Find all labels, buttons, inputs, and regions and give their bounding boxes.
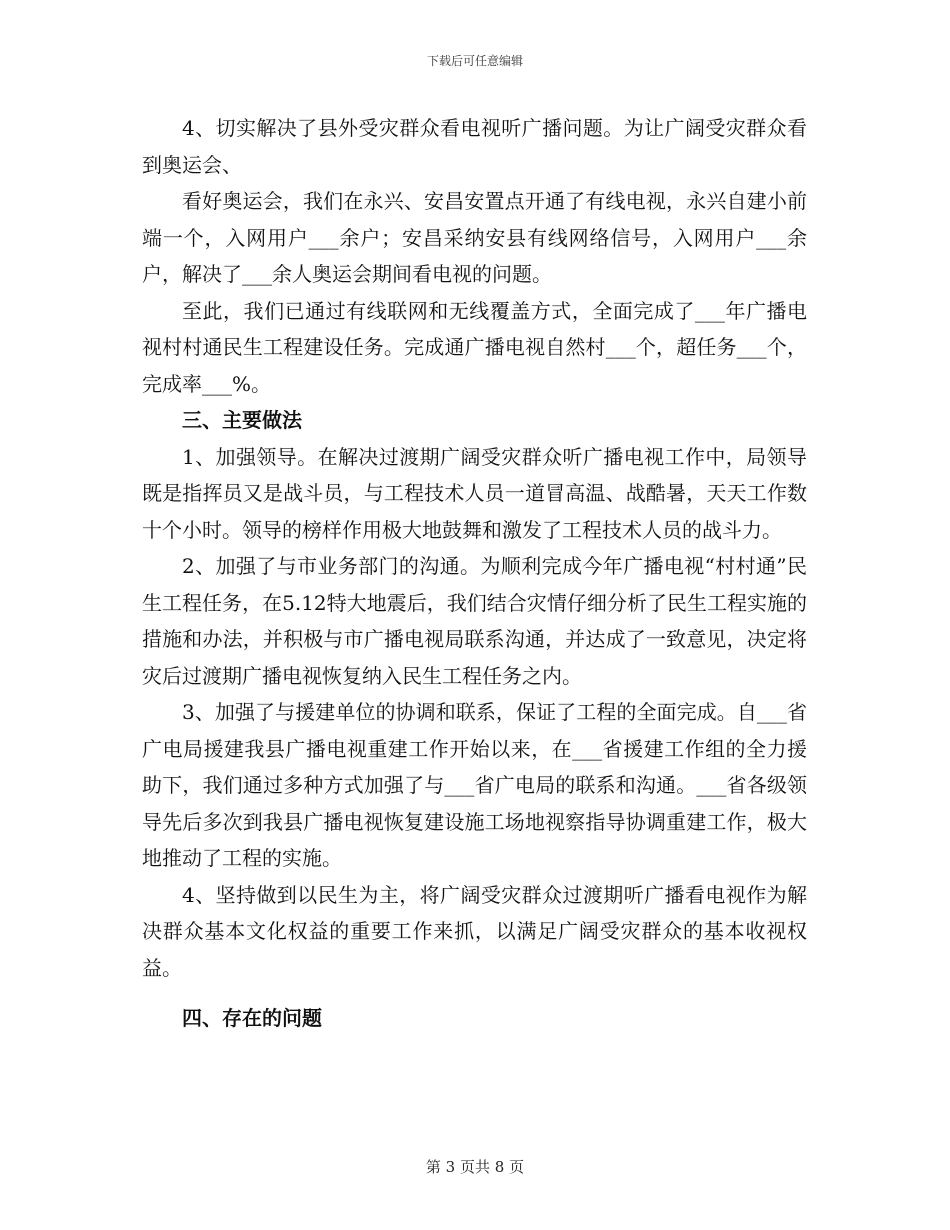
section-3-heading: 三、主要做法 (182, 408, 302, 432)
section-3-item-2: 2、加强了与市业务部门的沟通。为顺利完成今年广播电视“村村通”民生工程任务，在5.12特大地震后，我们结合灾情仔细分析了民生工程实施的措施和办法，并积极与市广播电视局联系沟通，并达成了一致意见，决定将灾后过渡期广播电视恢复纳入民生工程任务之内。 (142, 554, 807, 688)
paragraph-completion: 至此，我们已通过有线联网和无线覆盖方式，全面完成了___年广播电视村村通民生工程建设任务。完成通广播电视自然村___个，超任务___个，完成率___%。 (142, 298, 807, 396)
page-number: 第 3 页共 8 页 (425, 1158, 525, 1176)
section-3-item-4: 4、坚持做到以民生为主，将广阔受灾群众过渡期听广播看电视作为解决群众基本文化权益的重要工作来抓，以满足广阔受灾群众的基本收视权益。 (142, 882, 807, 980)
section-3-item-3: 3、加强了与援建单位的协调和联系，保证了工程的全面完成。自___省广电局援建我县广播电视重建工作开始以来，在___省援建工作组的全力援助下，我们通过多种方式加强了与___省广电局的联系和沟通。___省各级领导先后多次到我县广播电视恢复建设施工场地视察指导协调重建工作，极大地推动了工程的实施。 (142, 700, 807, 870)
section-3-item-1: 1、加强领导。在解决过渡期广阔受灾群众听广播电视工作中，局领导既是指挥员又是战斗员，与工程技术人员一道冒高温、战酷暑，天天工作数十个小时。领导的榜样作用极大地鼓舞和激发了工程技术人员的战斗力。 (142, 444, 807, 542)
page-header: 下载后可任意编辑 (426, 54, 523, 68)
document-body (142, 110, 807, 1037)
paragraph-cable-tv: 看好奥运会，我们在永兴、安昌安置点开通了有线电视，永兴自建小前端一个，入网用户___余户；安昌采纳安县有线网络信号，入网用户___余户，解决了___余人奥运会期间看电视的问题。 (142, 189, 807, 286)
paragraph-4-tv: 4、切实解决了县外受灾群众看电视听广播问题。为让广阔受灾群众看到奥运会、 (142, 116, 807, 177)
section-4-heading: 四、存在的问题 (182, 1006, 322, 1030)
